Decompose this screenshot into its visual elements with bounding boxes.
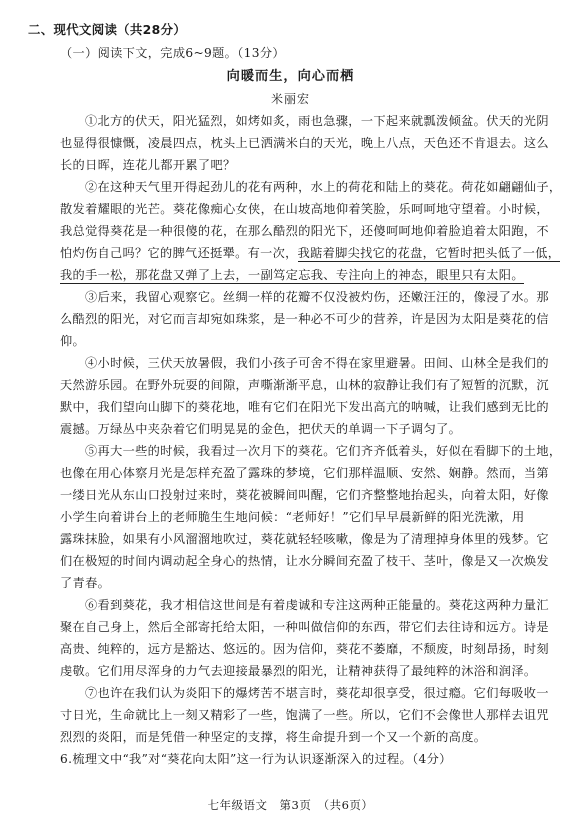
text-line: 聚在自己身上，然后全部寄托给太阳，一种叫做信仰的东西，带它们去往诗和远方。诗是 bbox=[60, 620, 549, 634]
text-line: 散发着耀眼的光芒。葵花像痴心女侠，在山坡高地仰着笑脸，乐呵呵地守望着。小时候， bbox=[60, 202, 549, 216]
underlined-sentence-end: 我的手一松，那花盘又弹了上去，一副笃定忘我、专注向上的神态，眼里只有太阳。 bbox=[60, 268, 524, 282]
text-line: 寸日光，生命就比上一刻又精彩了一些，饱满了一些。所以，它们不会像世人那样去诅咒 bbox=[60, 708, 549, 722]
text-line: 小学生向着讲台上的老师脆生生地问候：“老师好！”它们早早晨新鲜的阳光洗漱，用 bbox=[60, 510, 525, 524]
text-line: 天然游乐园。在野外玩耍的间隙，声嘶渐渐平息，山林的寂静让我们有了短暂的沉默，沉 bbox=[60, 378, 549, 392]
text-line-start: 怕灼伤自己吗？它的脾气还挺犟。有一次， bbox=[60, 246, 298, 260]
text-line: 震撼。万绿丛中夹杂着它们明晃晃的金色，把伏天的单调一下子调匀了。 bbox=[60, 422, 462, 436]
article-author: 米丽宏 bbox=[270, 92, 310, 106]
text-line: ④小时候，三伏天放暑假，我们小孩子可舍不得在家里避暑。田间、山林全是我们的 bbox=[85, 356, 549, 370]
text-line: 仰。 bbox=[60, 334, 86, 348]
text-line bbox=[60, 267, 524, 283]
text-line: 也显得很慷慨，凌晨四点，枕头上已洒满米白的天光，晚上八点，天色还不肯退去。这么 bbox=[60, 136, 549, 150]
part-heading: （一）阅读下文，完成6~9题。（13分） bbox=[60, 46, 285, 60]
text-line: 一缕日光从东山口投射过来时，葵花被瞬间叫醒，它们齐整整地抬起头，向着太阳，好像 bbox=[60, 488, 549, 502]
text-line: 烈烈的炎阳，而是凭借一种坚定的支撑，将生命提升到一个又一个新的高度。 bbox=[60, 730, 487, 744]
text-line: 长的日晖，连花儿都开累了吧？ bbox=[60, 158, 236, 172]
text-line: 高贵、纯粹的，远方是豁达、悠远的。因为信仰，葵花不萎靡，不颓废，时刻昂扬，时刻 bbox=[60, 642, 549, 656]
text-line: 了青春。 bbox=[60, 576, 111, 590]
page-footer: 七年级语文 第3页 （共6页） bbox=[207, 798, 374, 812]
text-line: 虔敬。它们用尽浑身的力气去迎接最暴烈的阳光，让精神获得了最纯粹的沐浴和润泽。 bbox=[60, 664, 537, 678]
text-line bbox=[60, 245, 560, 261]
text-line: 我总觉得葵花是一种很傻的花，在那么酷烈的阳光下，还傻呵呵地仰着脸追着太阳跑，不 bbox=[60, 224, 549, 238]
text-line: 们在极短的时间内调动起全身心的热情，让水分瞬间充盈了枝干、茎叶，像是又一次焕发 bbox=[60, 554, 549, 568]
text-line: ②在这种天气里开得起劲儿的花有两种，水上的荷花和陆上的葵花。荷花如翩翩仙子， bbox=[85, 180, 562, 194]
text-line: 露珠抹脸，如果有小风溜溜地吹过，葵花就轻轻咳嗽，像是为了清理掉身体里的残梦。它 bbox=[60, 532, 549, 546]
text-line: 也像在用心体察月光是怎样充盈了露珠的梦境，它们那样温顺、安然、娴静。然而，当第 bbox=[60, 466, 549, 480]
text-line: ⑦也许在我们认为炎阳下的爆烤苦不堪言时，葵花却很享受，很过瘾。它们每吸收一 bbox=[85, 686, 549, 700]
section-heading: 二、现代文阅读（共28分） bbox=[28, 22, 187, 37]
text-line: 默中，我们望向山脚下的葵花地，唯有它们在阳光下发出高亢的呐喊，让我们感到无比的 bbox=[60, 400, 549, 414]
text-line: ⑥看到葵花，我才相信这世间是有着虔诚和专注这两种正能量的。葵花这两种力量汇 bbox=[85, 598, 549, 612]
text-line: 么酷烈的阳光，对它而言却宛如珠浆，是一种必不可少的营养，许是因为太阳是葵花的信 bbox=[60, 312, 549, 326]
underlined-sentence: 我踮着脚尖找它的花盘，它暂时把头低了一低， bbox=[297, 246, 561, 260]
question-6: 6.梳理文中“我”对“葵花向太阳”这一行为认识逐渐深入的过程。（4分） bbox=[60, 752, 452, 766]
text-line: ③后来，我留心观察它。丝绸一样的花瓣不仅没被灼伤，还嫩汪汪的，像浸了水。那 bbox=[85, 290, 549, 304]
article-title: 向暖而生，向心而栖 bbox=[226, 69, 355, 84]
text-line: ⑤再大一些的时候，我看过一次月下的葵花。它们齐齐低着头，好似在看脚下的土地， bbox=[85, 444, 562, 458]
text-line: ①北方的伏天，阳光猛烈，如烤如炙，雨也急骤，一下起来就瓢泼倾盆。伏天的光阴 bbox=[85, 114, 549, 128]
